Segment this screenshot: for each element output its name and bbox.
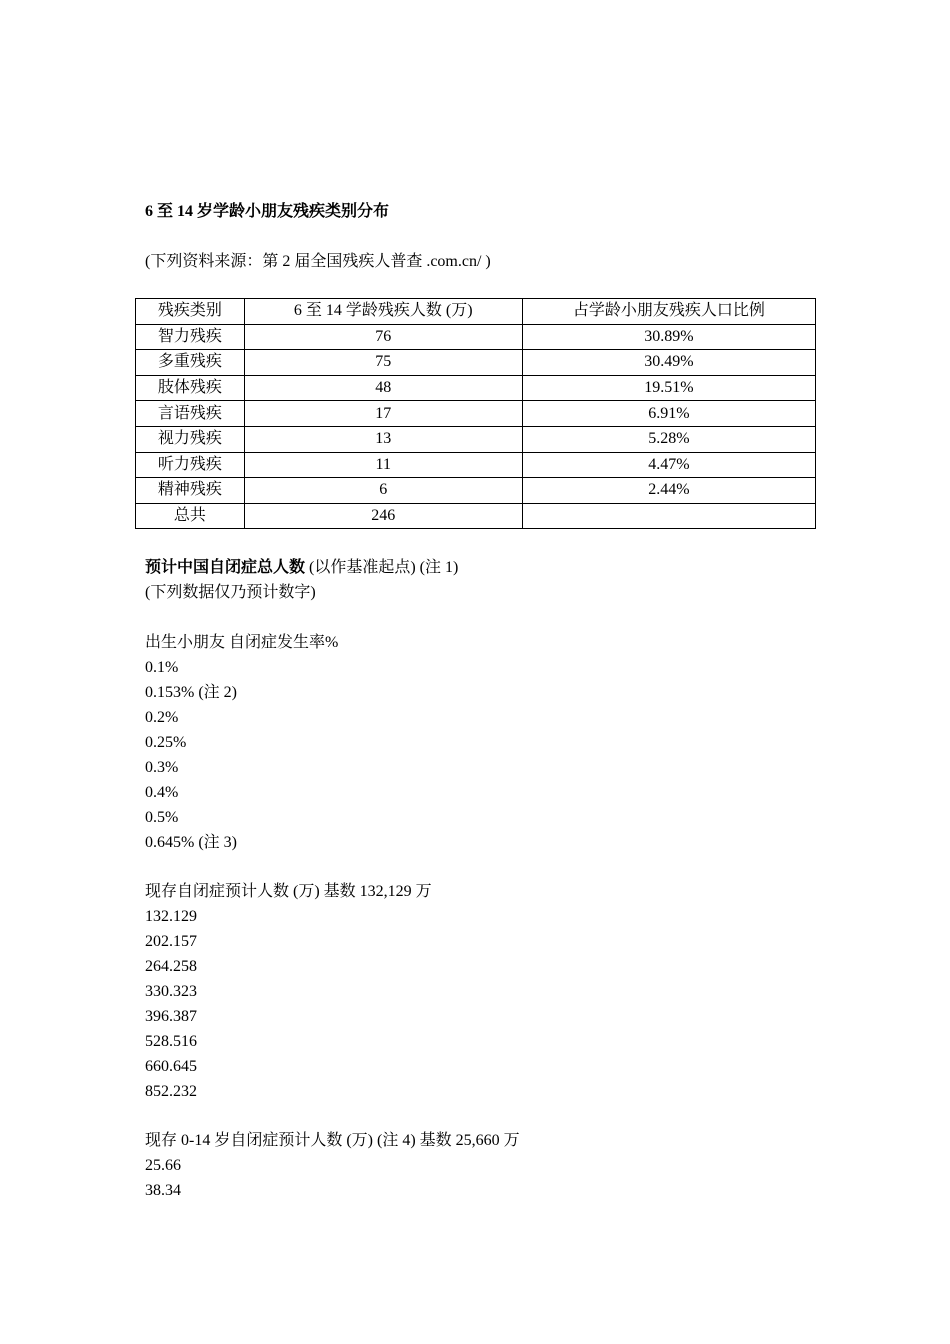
table-row <box>136 478 816 504</box>
source-note: (下列资料来源：第 2 届全国残疾人普查 .com.cn/ ) <box>145 253 491 270</box>
table-row <box>136 426 816 452</box>
table-cell: 精神残疾 <box>136 478 245 504</box>
rates-section <box>145 630 338 855</box>
table-cell: 30.49% <box>522 350 815 376</box>
estimate-section <box>145 555 458 605</box>
table-cell: 76 <box>244 324 522 350</box>
table-cell <box>522 503 815 529</box>
population-value: 202.157 <box>145 933 197 950</box>
population-header: 现存自闭症预计人数 (万) 基数 132,129 万 <box>145 883 432 900</box>
table-cell: 246 <box>244 503 522 529</box>
disability-distribution-table <box>135 298 816 529</box>
rates-header: 出生小朋友 自闭症发生率% <box>145 634 339 651</box>
children-value: 38.34 <box>145 1182 181 1199</box>
rate-value: 0.2% <box>145 709 179 726</box>
table-row <box>136 375 816 401</box>
table-cell: 48 <box>244 375 522 401</box>
table-cell: 言语残疾 <box>136 401 245 427</box>
table-row <box>136 401 816 427</box>
table-cell: 19.51% <box>522 375 815 401</box>
table-header-row <box>136 299 816 325</box>
table-header-cell: 占学龄小朋友残疾人口比例 <box>522 299 815 325</box>
population-section <box>145 879 432 1104</box>
table-total-row <box>136 503 816 529</box>
population-value: 396.387 <box>145 1008 197 1025</box>
table-cell: 视力残疾 <box>136 426 245 452</box>
table-cell: 4.47% <box>522 452 815 478</box>
table-header-cell: 残疾类别 <box>136 299 245 325</box>
rate-value: 0.3% <box>145 759 179 776</box>
estimate-heading-bold: 预计中国自闭症总人数 <box>145 559 306 576</box>
rate-value: 0.1% <box>145 659 179 676</box>
table-cell: 5.28% <box>522 426 815 452</box>
rate-value: 0.5% <box>145 809 179 826</box>
table-cell: 11 <box>244 452 522 478</box>
population-value: 852.232 <box>145 1083 197 1100</box>
table-cell: 17 <box>244 401 522 427</box>
table-cell: 2.44% <box>522 478 815 504</box>
table-cell: 智力残疾 <box>136 324 245 350</box>
children-value: 25.66 <box>145 1157 181 1174</box>
table-row <box>136 350 816 376</box>
population-value: 264.258 <box>145 958 197 975</box>
children-header: 现存 0-14 岁自闭症预计人数 (万) (注 4) 基数 25,660 万 <box>145 1132 520 1149</box>
table-cell: 75 <box>244 350 522 376</box>
table-cell: 30.89% <box>522 324 815 350</box>
table-row <box>136 452 816 478</box>
table-cell: 多重残疾 <box>136 350 245 376</box>
population-value: 660.645 <box>145 1058 197 1075</box>
rate-value: 0.25% <box>145 734 187 751</box>
population-value: 528.516 <box>145 1033 197 1050</box>
table-row <box>136 324 816 350</box>
estimate-note: (下列数据仅乃预计数字) <box>145 584 316 601</box>
table-cell: 肢体残疾 <box>136 375 245 401</box>
table-header-cell: 6 至 14 学龄残疾人数 (万) <box>244 299 522 325</box>
population-value: 132.129 <box>145 908 197 925</box>
table-cell: 6 <box>244 478 522 504</box>
rate-value: 0.4% <box>145 784 179 801</box>
table-cell: 6.91% <box>522 401 815 427</box>
estimate-heading <box>145 555 458 580</box>
children-section <box>145 1128 520 1203</box>
table-cell: 总共 <box>136 503 245 529</box>
population-value: 330.323 <box>145 983 197 1000</box>
rate-value: 0.153% (注 2) <box>145 684 237 701</box>
document-title: 6 至 14 岁学龄小朋友残疾类别分布 <box>145 203 390 220</box>
table-cell: 13 <box>244 426 522 452</box>
rate-value: 0.645% (注 3) <box>145 834 237 851</box>
table-cell: 听力残疾 <box>136 452 245 478</box>
estimate-heading-rest: (以作基准起点) (注 1) <box>305 559 459 576</box>
